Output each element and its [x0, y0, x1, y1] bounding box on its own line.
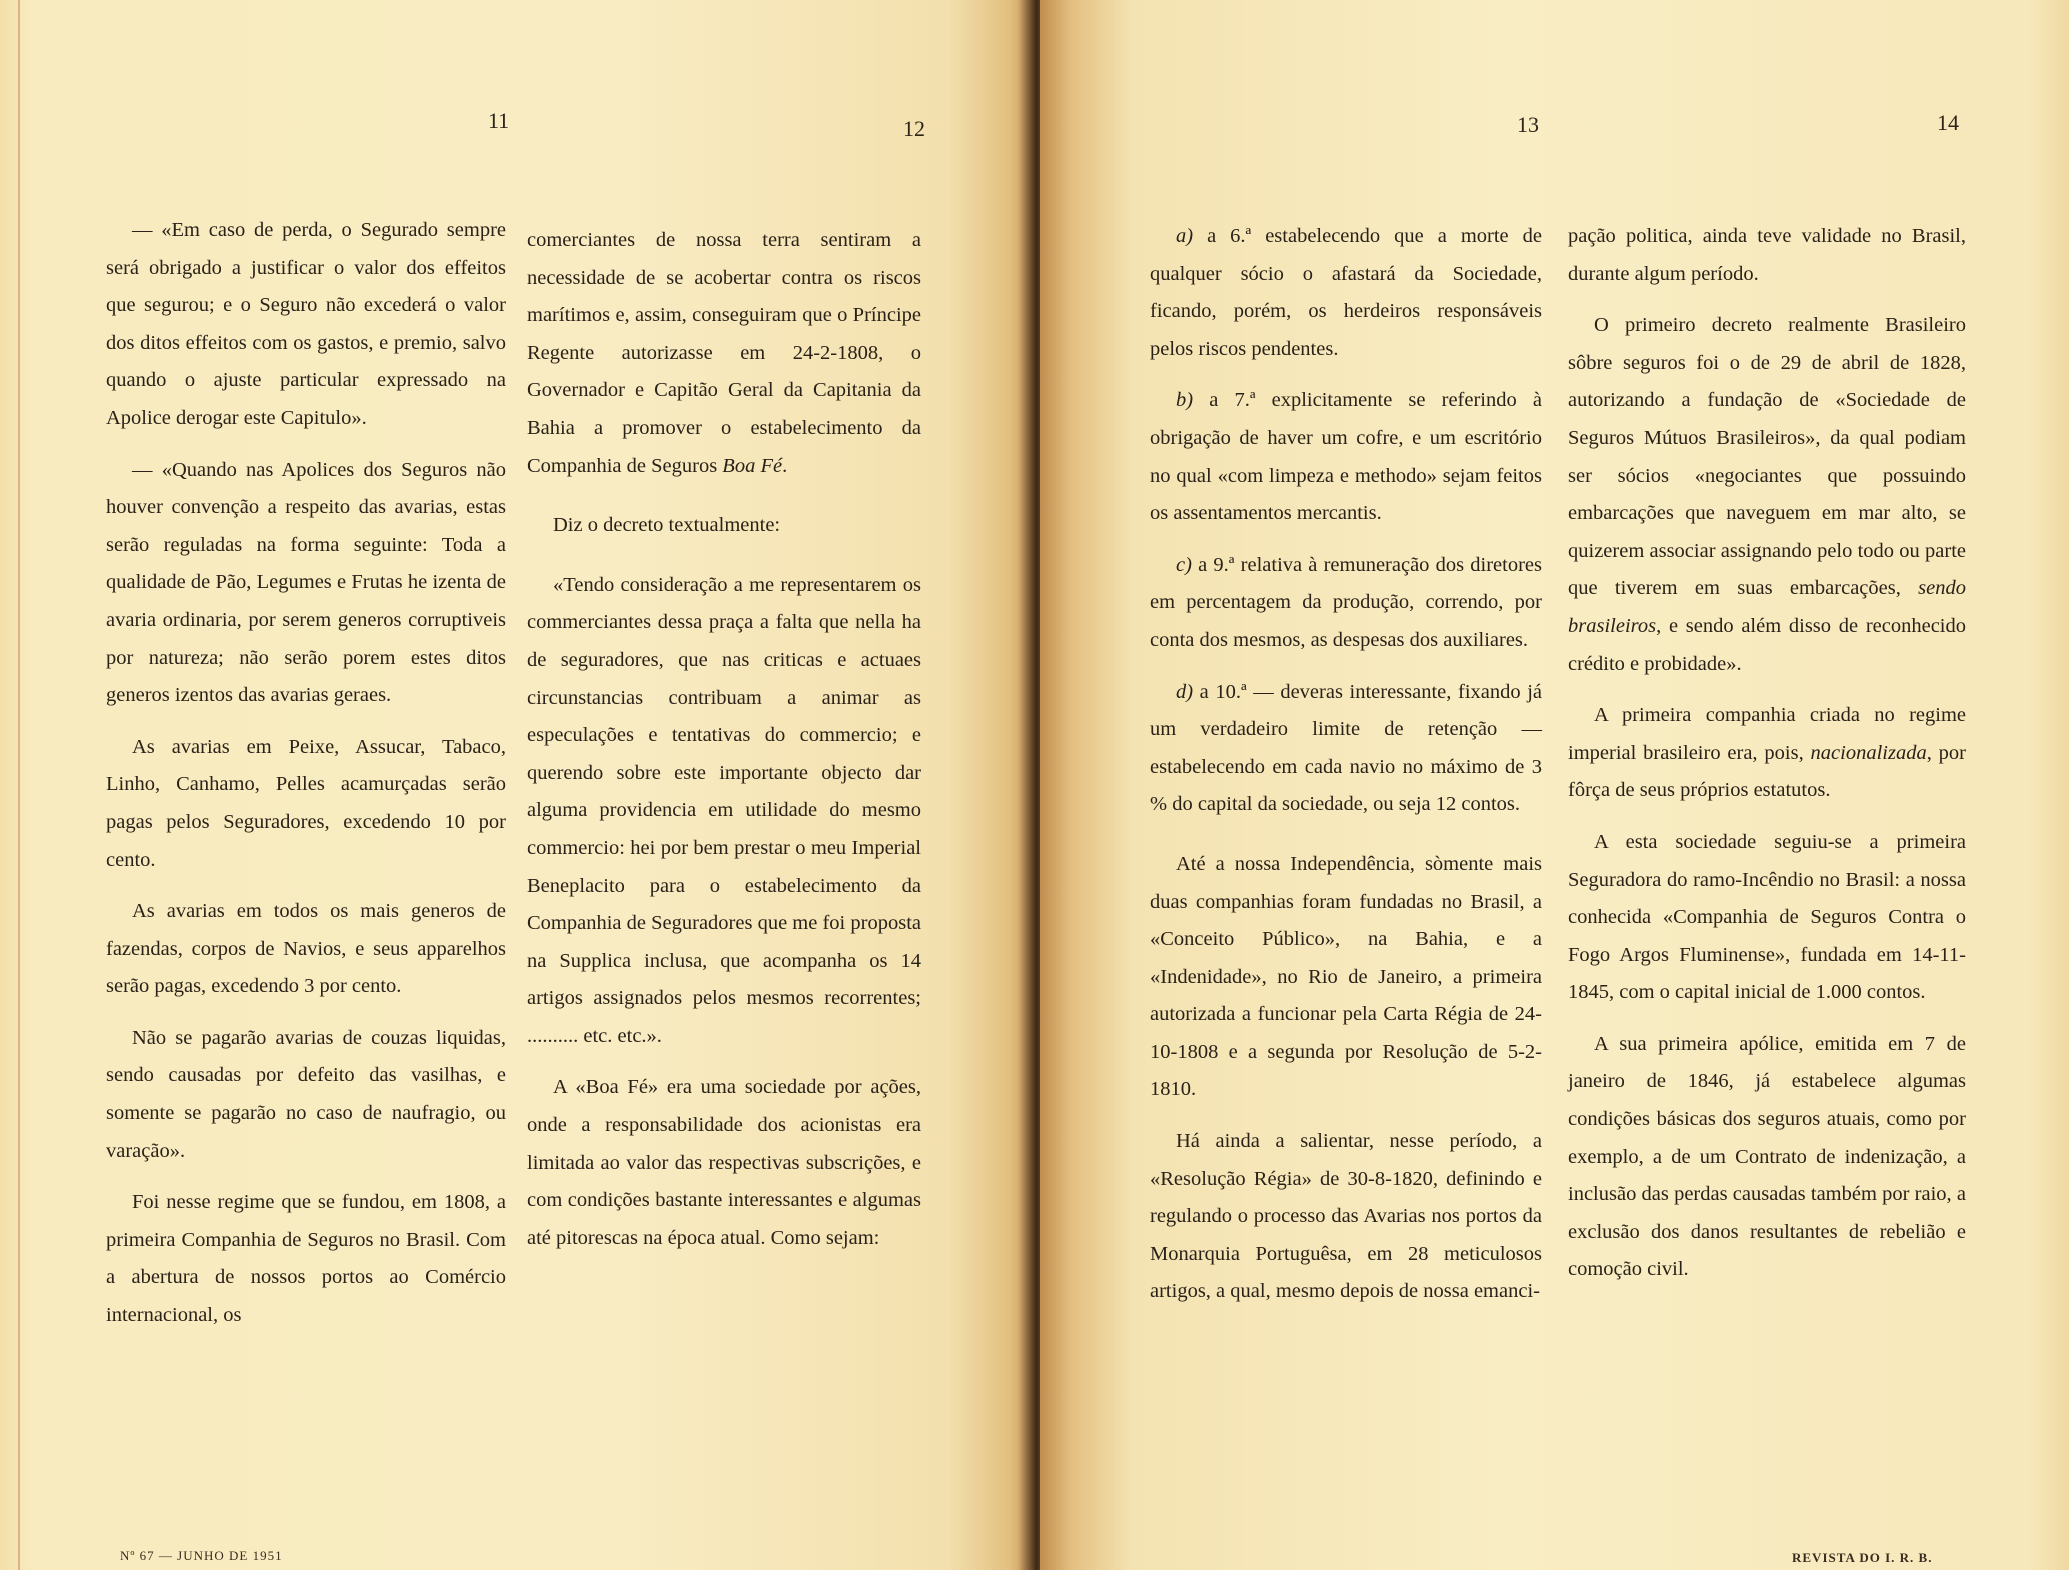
paragraph: pação politica, ainda teve validade no Brasil, durante algum período. [1568, 225, 1966, 285]
text-run: a 7.ª explicitamente se referindo à obrigação de haver um cofre, e um escritório no qual «com limpeza e methodo» sejam feitos os assentamentos mercantis. [1150, 389, 1542, 525]
footer-issue: Nº 67 — JUNHO DE 1951 [120, 1548, 283, 1563]
paragraph: As avarias em todos os mais generos de fazendas, corpos de Navios, e seus apparelhos serão pagas, excedendo 3 por cento. [106, 900, 506, 998]
page-number-14: 14 [1937, 110, 1959, 135]
item-label: d) [1176, 680, 1194, 703]
page-edge-line [18, 0, 20, 1570]
paragraph: Há ainda a salientar, nesse período, a «Resolução Régia» de 30-8-1820, definindo e regulando o processo das Avarias nos portos da Monarquia Portuguêsa, em 28 meticulosos artigos, a qual, mesmo depois de nossa emanci- [1150, 1130, 1542, 1303]
page-number-11: 11 [488, 108, 510, 133]
item-label: c) [1176, 553, 1192, 576]
paragraph [1150, 674, 1542, 824]
column-page-13 [1150, 218, 1542, 1325]
paragraph: Não se pagarão avarias de couzas liquidas, sendo causadas por defeito das vasilhas, e somente se pagarão no caso de naufragio, ou varação». [106, 1026, 506, 1162]
paragraph: — «Em caso de perda, o Segurado sempre será obrigado a justificar o valor dos effeitos que segurou; e o Seguro não excederá o valor dos ditos effeitos com os gastos, e premio, salvo quando o ajuste particular expressado na Apolice derogar este Capitulo». [106, 219, 506, 429]
paragraph: A esta sociedade seguiu-se a primeira Seguradora do ramo-Incêndio no Brasil: a nossa conhecida «Companhia de Seguros Contra o Fogo Argos Fluminense», fundada em 14-11-1845, com o capital inicial de 1.000 contos. [1568, 830, 1966, 1004]
text-run: , por fôrça de seus próprios estatutos. [1568, 741, 1967, 802]
column-page-14 [1568, 218, 1966, 1303]
text-run: a 9.ª relativa à remuneração dos diretores em percentagem da produção, correndo, por conta dos mesmos, as despesas dos auxiliares. [1150, 553, 1543, 651]
paragraph: Até a nossa Independência, sòmente mais duas companhias foram fundadas no Brasil, a «Conceito Público», na Bahia, e a «Indenidade», no Rio de Janeiro, a primeira autorizada a funcionar pela Carta Régia de 24-10-1808 e a segunda por Resolução de 5-2-1810. [1150, 852, 1542, 1101]
paragraph: Foi nesse regime que se fundou, em 1808, a primeira Companhia de Seguros no Brasil. Com a abertura de nossos portos ao Comércio internacional, os [106, 1191, 506, 1327]
paragraph [1150, 547, 1542, 660]
italic-run: nacionalizada [1810, 741, 1927, 764]
paragraph: — «Quando nas Apolices dos Seguros não houver convenção a respeito das avarias, estas serão reguladas na forma seguinte: Toda a qualidade de Pão, Legumes e Frutas he izenta de avaria ordinaria, por serem generos corruptiveis por natureza; não serão porem estes ditos generos izentos das avarias geraes. [106, 458, 506, 707]
item-label: a) [1176, 225, 1194, 247]
paragraph: As avarias em Peixe, Assucar, Tabaco, Linho, Canhamo, Pelles acamurçadas serão pagas pelos Seguradores, excedendo 10 por cento. [106, 735, 506, 871]
text-run: A primeira companhia criada no regime imperial brasileiro era, pois, [1568, 704, 1966, 764]
italic-run: sendo brasileiros [1568, 577, 1966, 637]
paragraph [1150, 218, 1542, 368]
text-run: O primeiro decreto realmente Brasileiro sôbre seguros foi o de 29 de abril de 1828, autorizando a fundação de «Sociedade de Seguros Mútuos Brasileiros», da qual podiam ser sócios «negociantes que possuindo embarcações que naveguem em mar alto, se quizerem associar assignando pelo todo ou parte que tiverem em suas embarcações, [1568, 314, 1966, 600]
page-number-13: 13 [1517, 112, 1539, 137]
paragraph [1568, 697, 1966, 810]
left-page [0, 0, 1030, 1570]
text-run: a 10.ª — deveras interessante, fixando já um verdadeiro limite de retenção — estabelecendo em cada navio no máximo de 3 % do capital da sociedade, ou seja 12 contos. [1150, 680, 1542, 816]
paragraph: A sua primeira apólice, emitida em 7 de janeiro de 1846, já estabelece algumas condições básicas dos seguros atuais, como por exemplo, a de um Contrato de indenização, a inclusão das perdas causadas também por raio, a exclusão dos danos resultantes de rebelião e comoção civil. [1568, 1032, 1966, 1281]
paragraph [527, 222, 921, 485]
paragraph [1568, 307, 1966, 683]
column-page-12 [527, 222, 921, 1271]
page-number-12: 12 [903, 116, 925, 141]
text-run: comerciantes de nossa terra sentiram a necessidade de se acobertar contra os riscos marítimos e, assim, conseguiram que o Príncipe Regente autorizasse em 24-2-1808, o Governador e Capitão Geral da Capitania da Bahia a promover o estabelecimento da Companhia de Seguros [527, 229, 921, 477]
paragraph: Diz o decreto textualmente: [553, 514, 781, 537]
paragraph: «Tendo consideração a me representarem os commerciantes dessa praça a falta que nella ha de seguradores, que nas criticas e actuaes circunstancias contribuam a animar as especulações e tentativas do commercio; e querendo sobre este importante objecto dar alguma providencia em utilidade do mesmo commercio: hei por bem prestar o meu Imperial Beneplacito para o estabelecimento da Companhia de Seguradores que me foi proposta na Supplica inclusa, que acompanha os 14 artigos assignados pelos mesmos recorrentes; .......... etc. etc.». [527, 573, 921, 1047]
italic-run: Boa Fé [722, 454, 783, 477]
footer-journal: REVISTA DO I. R. B. [1792, 1550, 1933, 1565]
paragraph: A «Boa Fé» era uma sociedade por ações, onde a responsabilidade dos acionistas era limitada ao valor das respectivas subscrições, e com condições bastante interessantes e algumas até pitorescas na época atual. Como sejam: [527, 1076, 921, 1249]
text-run: . [782, 454, 788, 477]
right-page [1040, 0, 2069, 1570]
text-run: , e sendo além disso de reconhecido crédito e probidade». [1568, 614, 1966, 675]
text-run: a 6.ª estabelecendo que a morte de qualquer sócio o afastará da Sociedade, ficando, porém, os herdeiros responsáveis pelos riscos pendentes. [1150, 225, 1542, 360]
item-label: b) [1176, 389, 1194, 412]
column-page-11 [106, 212, 506, 1349]
paragraph [1150, 382, 1542, 532]
